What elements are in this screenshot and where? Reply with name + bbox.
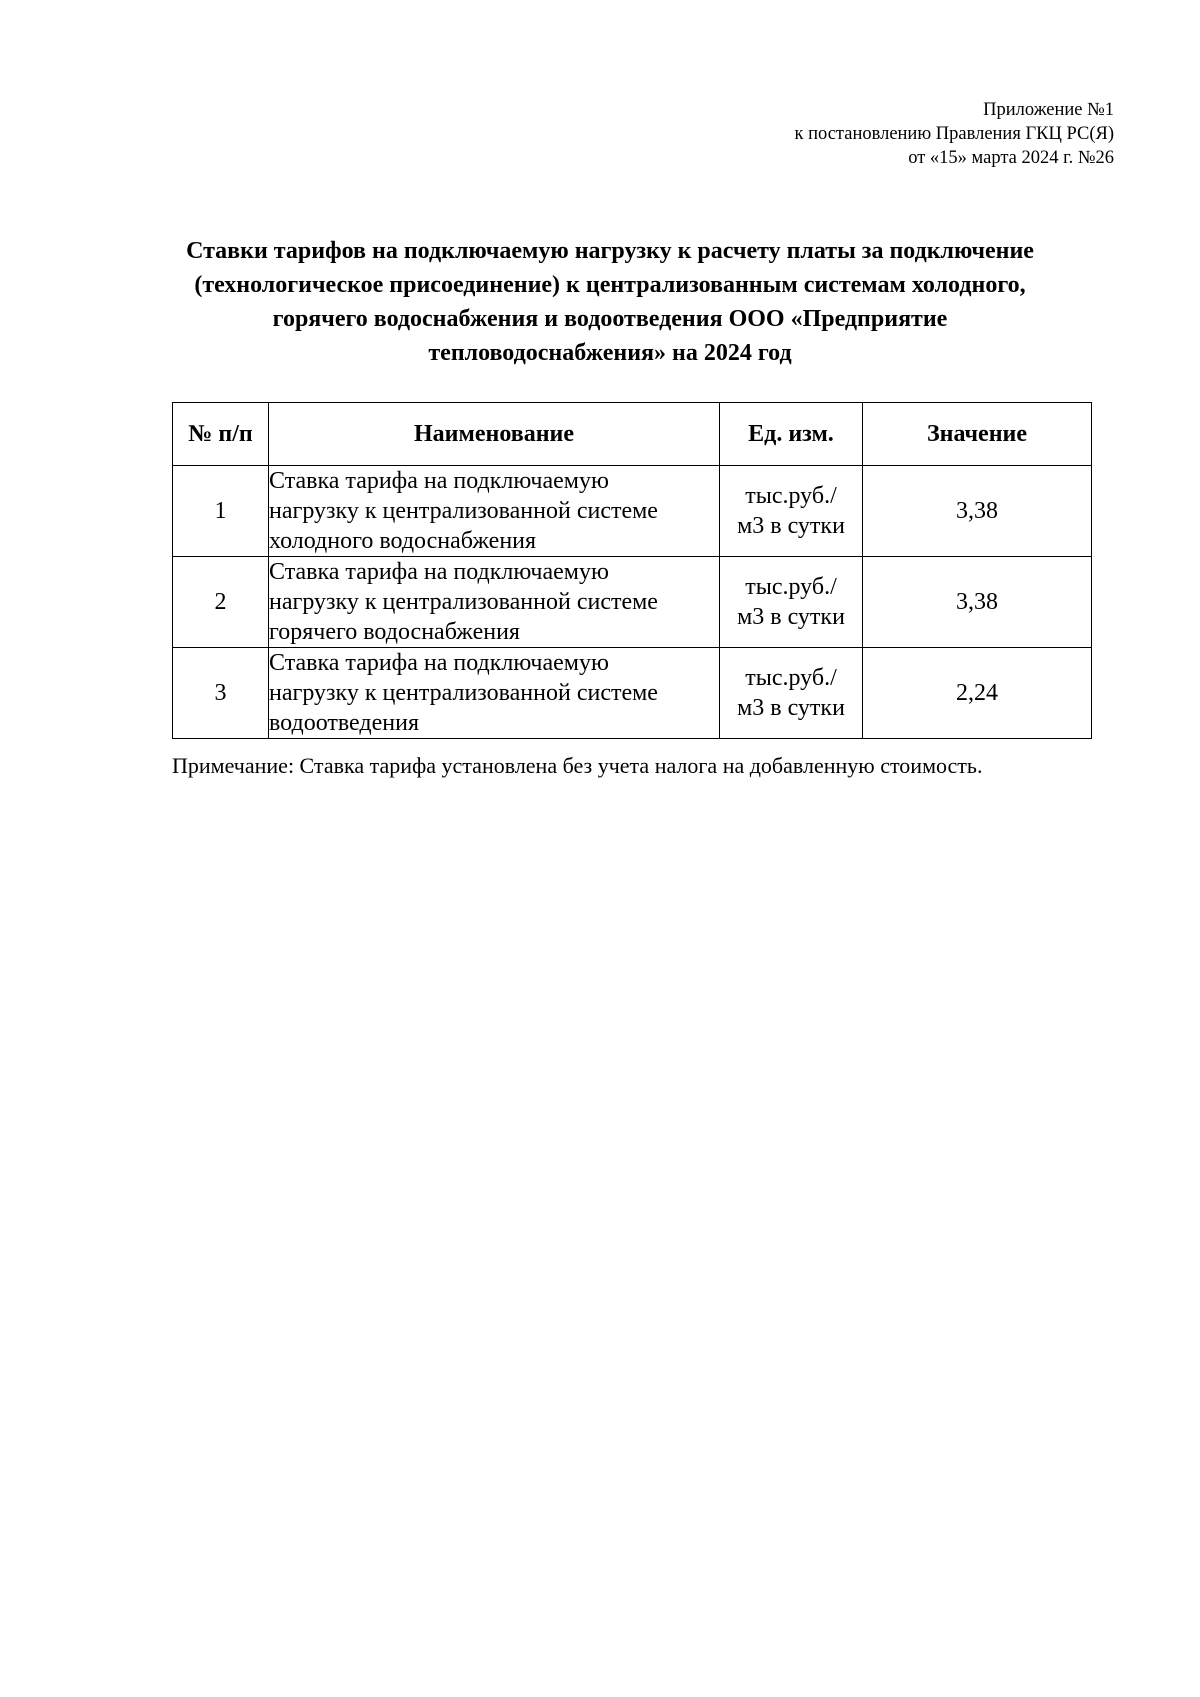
row-value: 2,24	[863, 648, 1092, 739]
name-line: нагрузку к централизованной системе	[269, 680, 658, 706]
row-unit	[720, 466, 863, 557]
name-line: Ставка тарифа на подключаемую	[269, 650, 609, 676]
row-unit	[720, 648, 863, 739]
header-value: Значение	[863, 403, 1092, 466]
name-line: Ставка тарифа на подключаемую	[269, 559, 609, 585]
table-row	[173, 466, 1092, 557]
tariff-table	[172, 402, 1092, 739]
unit-line: м3 в сутки	[737, 513, 845, 539]
header-unit: Ед. изм.	[720, 403, 863, 466]
row-number: 3	[173, 648, 269, 739]
name-line: нагрузку к централизованной системе	[269, 589, 658, 615]
table-note: Примечание: Ставка тарифа установлена без учета налога на добавленную стоимость.	[172, 753, 983, 778]
header-name: Наименование	[269, 403, 720, 466]
title-line: горячего водоснабжения и водоотведения ООО «Предприятие	[272, 306, 948, 332]
name-line: горячего водоснабжения	[269, 619, 520, 645]
row-name	[269, 557, 720, 648]
title-line: (технологическое присоединение) к централизованным системам холодного,	[194, 272, 1026, 298]
name-line: водоотведения	[269, 710, 419, 736]
unit-line: м3 в сутки	[737, 695, 845, 721]
appendix-number: Приложение №1	[983, 100, 1114, 120]
appendix-date: от «15» марта 2024 г. №26	[908, 148, 1114, 168]
appendix-resolution: к постановлению Правления ГКЦ РС(Я)	[794, 124, 1114, 144]
appendix-header	[794, 98, 1114, 170]
row-value: 3,38	[863, 466, 1092, 557]
title-line: тепловодоснабжения» на 2024 год	[428, 340, 792, 366]
unit-line: тыс.руб./	[745, 665, 837, 691]
unit-line: тыс.руб./	[745, 483, 837, 509]
table-row	[173, 648, 1092, 739]
document-title	[150, 234, 1070, 370]
table-header-row	[173, 403, 1092, 466]
header-number: № п/п	[173, 403, 269, 466]
row-number: 1	[173, 466, 269, 557]
row-unit	[720, 557, 863, 648]
row-name	[269, 466, 720, 557]
row-name	[269, 648, 720, 739]
row-value: 3,38	[863, 557, 1092, 648]
name-line: холодного водоснабжения	[269, 528, 537, 554]
unit-line: тыс.руб./	[745, 574, 837, 600]
name-line: нагрузку к централизованной системе	[269, 498, 658, 524]
table-row	[173, 557, 1092, 648]
row-number: 2	[173, 557, 269, 648]
name-line: Ставка тарифа на подключаемую	[269, 468, 609, 494]
title-line: Ставки тарифов на подключаемую нагрузку к расчету платы за подключение	[186, 238, 1034, 264]
unit-line: м3 в сутки	[737, 604, 845, 630]
